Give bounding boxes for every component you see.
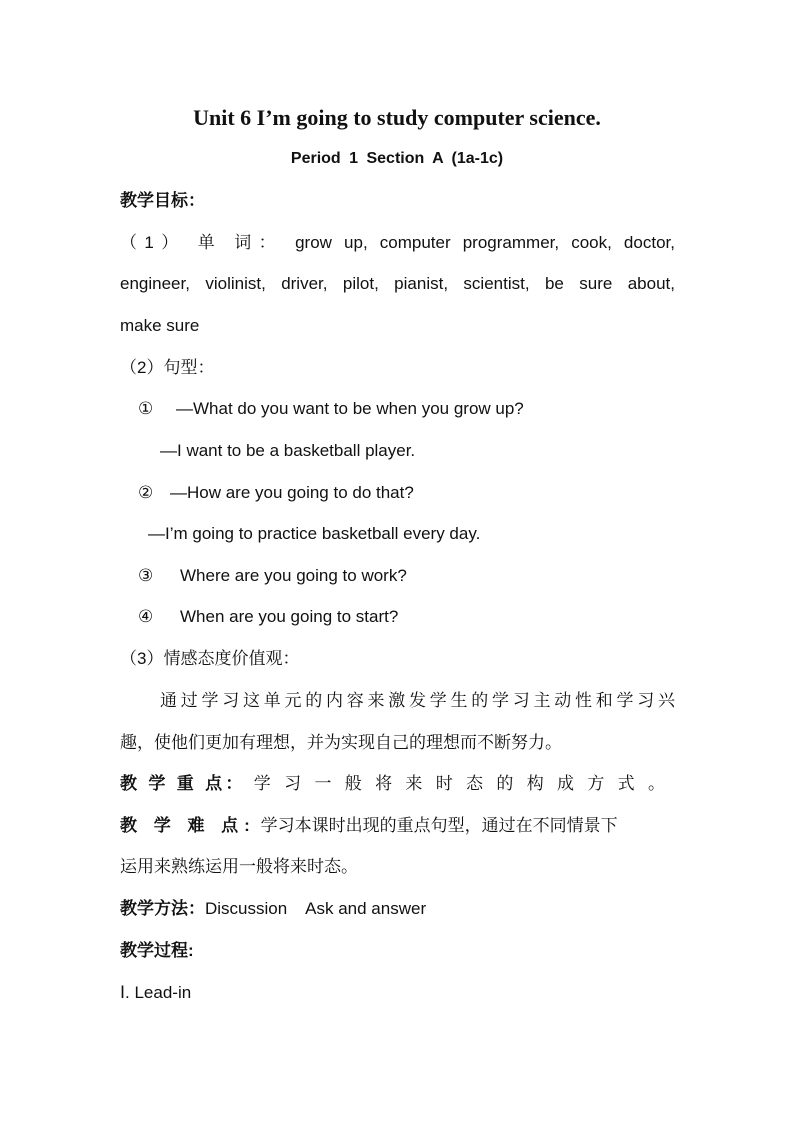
attitude-line-1: 通过学习这单元的内容来激发学生的学习主动性和学习兴 [160, 691, 675, 710]
sentence-2-text: —How are you going to do that? [170, 483, 414, 502]
process-heading: 教学过程: [120, 941, 194, 960]
item1-words-1: grow up, computer programmer, cook, doctor, [295, 233, 675, 252]
attitude-heading: （3）情感态度价值观： [120, 649, 300, 668]
vocabulary-line-2: engineer, violinist, driver, pilot, pianist, scientist, be sure about, [120, 274, 675, 293]
attitude-line-2: 趣，使他们更加有理想，并为实现自己的理想而不断努力。 [120, 733, 562, 752]
section-lead-in: Ⅰ. Lead-in [120, 983, 192, 1002]
sentence-3 [138, 565, 407, 587]
sentence-1-text: —What do you want to be when you grow up? [176, 399, 524, 418]
vocabulary-line-3: make sure [120, 316, 200, 335]
difficulty-line-2: 运用来熟练运用一般将来时态。 [120, 857, 358, 876]
key-points-label: 教 学 重 点： [120, 774, 246, 793]
sentence-2-question [138, 482, 414, 504]
sentence-1-marker: ① [138, 399, 154, 418]
document-subtitle: Period 1 Section A (1a-1c) [290, 150, 504, 167]
difficulty-line-1 [120, 815, 618, 837]
method-text: Discussion Ask and answer [205, 899, 427, 918]
objectives-heading: 教学目标： [120, 191, 205, 210]
key-points-line [120, 773, 675, 795]
sentence-3-marker: ③ [138, 566, 154, 585]
vocabulary-line-1 [120, 232, 675, 254]
sentence-3-text: Where are you going to work? [180, 566, 407, 585]
sentence-4-text: When are you going to start? [180, 607, 399, 626]
sentence-4-marker: ④ [138, 607, 154, 626]
key-points-text: 学习一般将来时态的构成方式。 [253, 774, 675, 793]
sentence-2-marker: ② [138, 483, 154, 502]
sentence-1-question [138, 398, 524, 420]
difficulty-label: 教 学 难 点: [120, 816, 256, 835]
method-label: 教学方法： [120, 899, 205, 918]
item1-label: 单 词： [197, 233, 283, 252]
sentence-patterns-heading: （2）句型： [120, 358, 215, 377]
difficulty-text-1: 学习本课时出现的重点句型，通过在不同情景下 [260, 816, 618, 835]
sentence-1-answer: —I want to be a basketball player. [160, 441, 416, 460]
sentence-4 [138, 606, 398, 628]
document-title: Unit 6 I’m going to study computer science. [193, 105, 601, 130]
item1-marker: （1） [120, 233, 186, 252]
sentence-2-answer: —I’m going to practice basketball every day. [148, 524, 481, 543]
method-line [120, 898, 426, 920]
